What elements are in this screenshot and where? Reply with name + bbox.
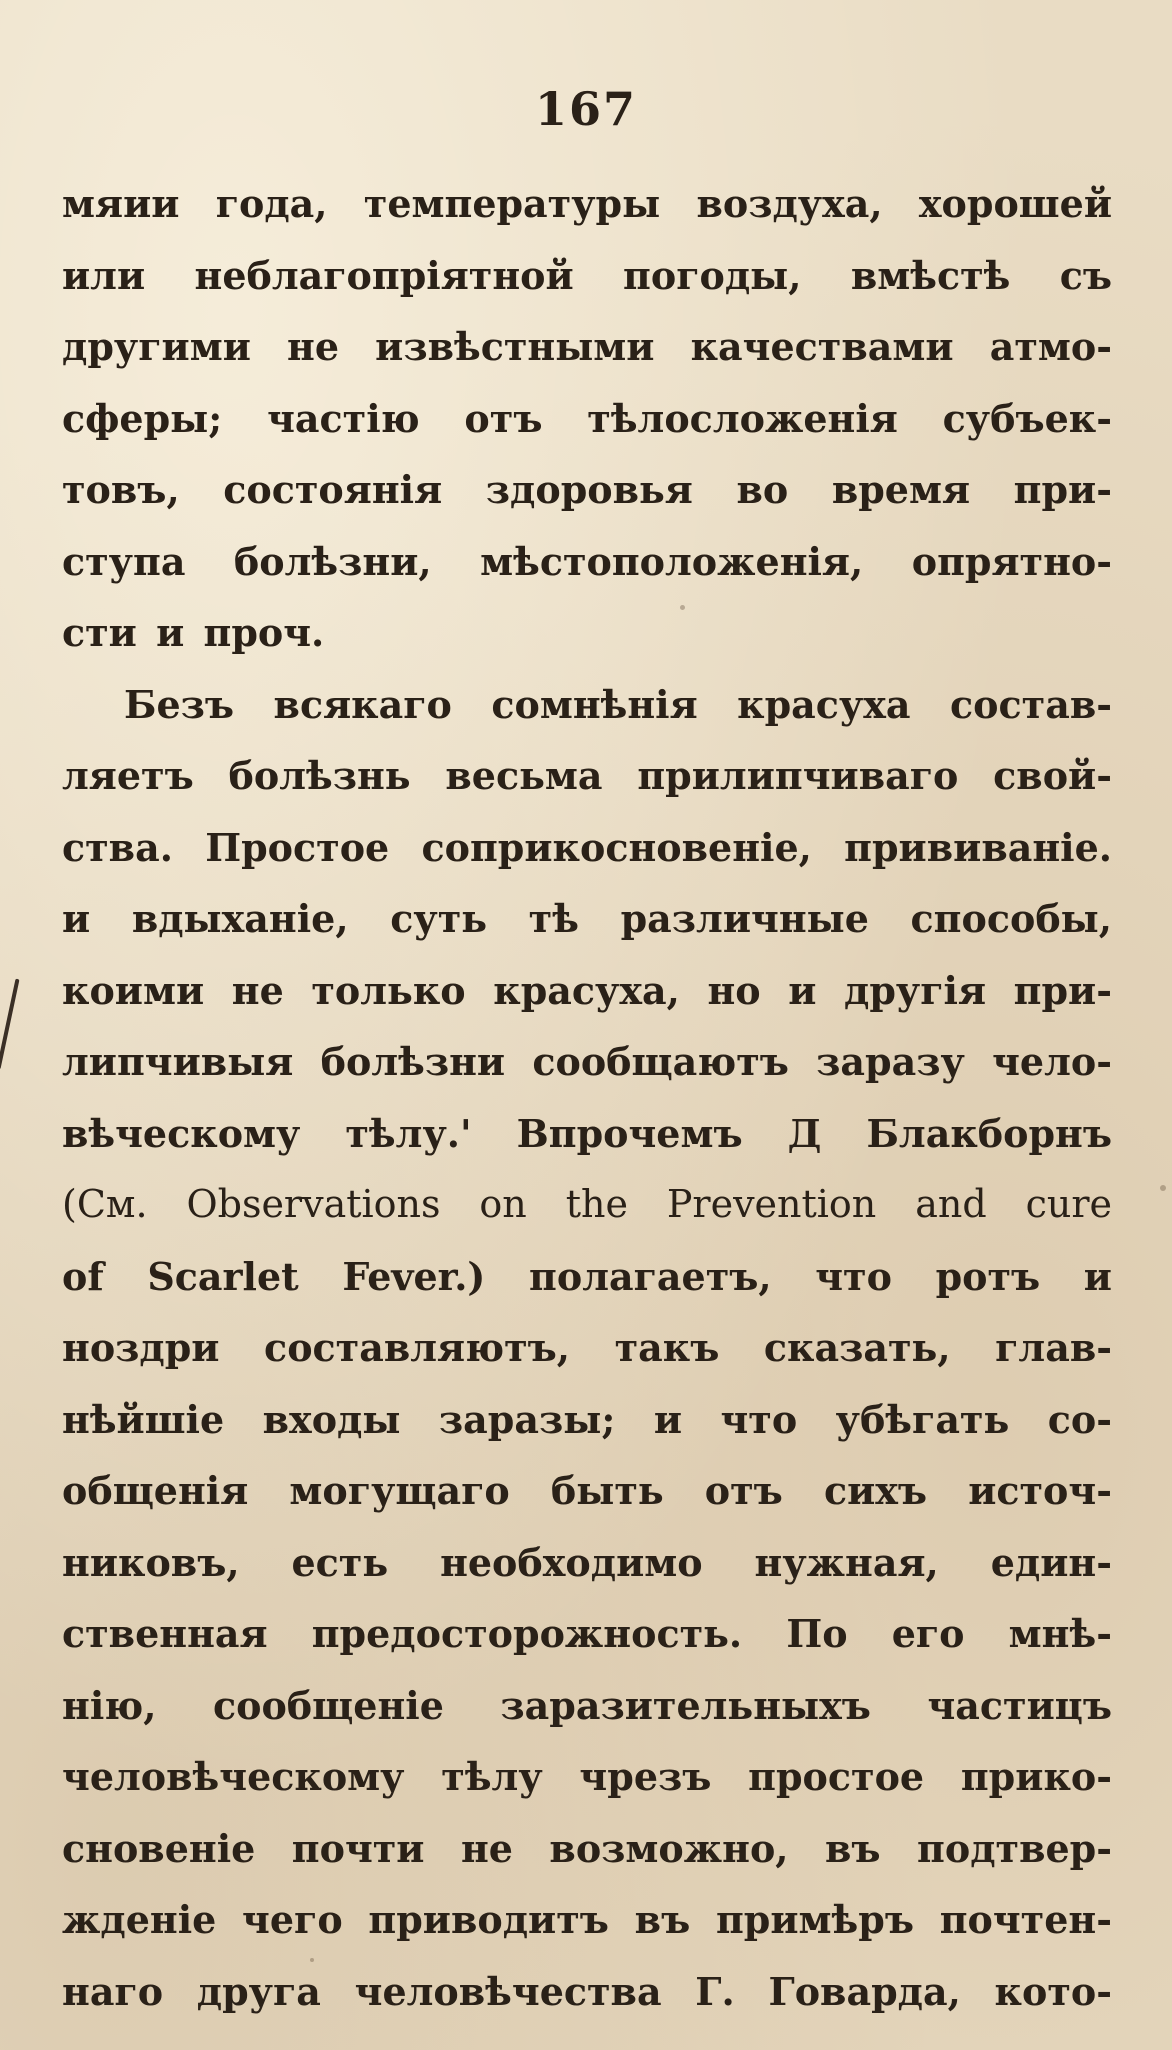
text-line: мяии года, температуры воздуха, хорошей: [62, 181, 1112, 226]
text-line: нѣйшіе входы заразы; и что убѣгать со-: [62, 1396, 1112, 1442]
text-line: ственная предосторожность. По его мнѣ-: [62, 1611, 1112, 1656]
text-line: коими не только красуха, но и другія при-: [62, 967, 1112, 1013]
paper-speck: [1160, 1185, 1166, 1191]
margin-pencil-mark: [0, 979, 20, 1070]
page-number: 167: [534, 82, 638, 136]
text-line: ноздри составляютъ, такъ сказать, глав-: [62, 1325, 1112, 1370]
text-line: и вдыханіе, суть тѣ различные способы,: [62, 896, 1112, 941]
text-line: Безъ всякаго сомнѣнія красуха состав-: [124, 681, 1112, 727]
text-line: липчивыя болѣзни сообщаютъ заразу чело-: [62, 1039, 1112, 1084]
text-line: (См. Observations on the Prevention and cure: [62, 1182, 1112, 1226]
text-line: другими не извѣстными качествами атмо-: [62, 324, 1112, 369]
text-line: ства. Простое соприкосновеніе, прививаніе.: [62, 824, 1112, 870]
text-line: наго друга человѣчества Г. Говарда, кото-: [62, 1968, 1112, 2014]
text-line: сти и проч.: [62, 610, 325, 655]
text-line: сновеніе почти не возможно, въ подтвер-: [62, 1825, 1112, 1871]
text-line: общенія могущаго быть отъ сихъ источ-: [62, 1468, 1112, 1513]
text-line: товъ, состоянія здоровья во время при-: [62, 467, 1112, 512]
text-line: никовъ, есть необходимо нужная, един-: [62, 1539, 1112, 1585]
text-line: или неблагопріятной погоды, вмѣстѣ съ: [62, 252, 1112, 298]
body-text: [62, 168, 1112, 2027]
text-line: сферы; частію отъ тѣлосложенія субъек-: [62, 395, 1112, 441]
text-line: ляетъ болѣзнь весьма прилипчиваго свой-: [62, 753, 1112, 798]
text-line: жденіе чего приводитъ въ примѣръ почтен-: [62, 1897, 1112, 1942]
text-line: ступа болѣзни, мѣстоположенія, опрятно-: [62, 538, 1112, 584]
text-line: нію, сообщеніе заразительныхъ частицъ: [62, 1682, 1112, 1728]
text-line: человѣческому тѣлу чрезъ простое прико-: [62, 1754, 1112, 1799]
text-line: of Scarlet Fever.) полагаетъ, что ротъ и: [62, 1253, 1112, 1299]
text-line: вѣческому тѣлу.' Впрочемъ Д Блакборнъ: [62, 1110, 1112, 1156]
